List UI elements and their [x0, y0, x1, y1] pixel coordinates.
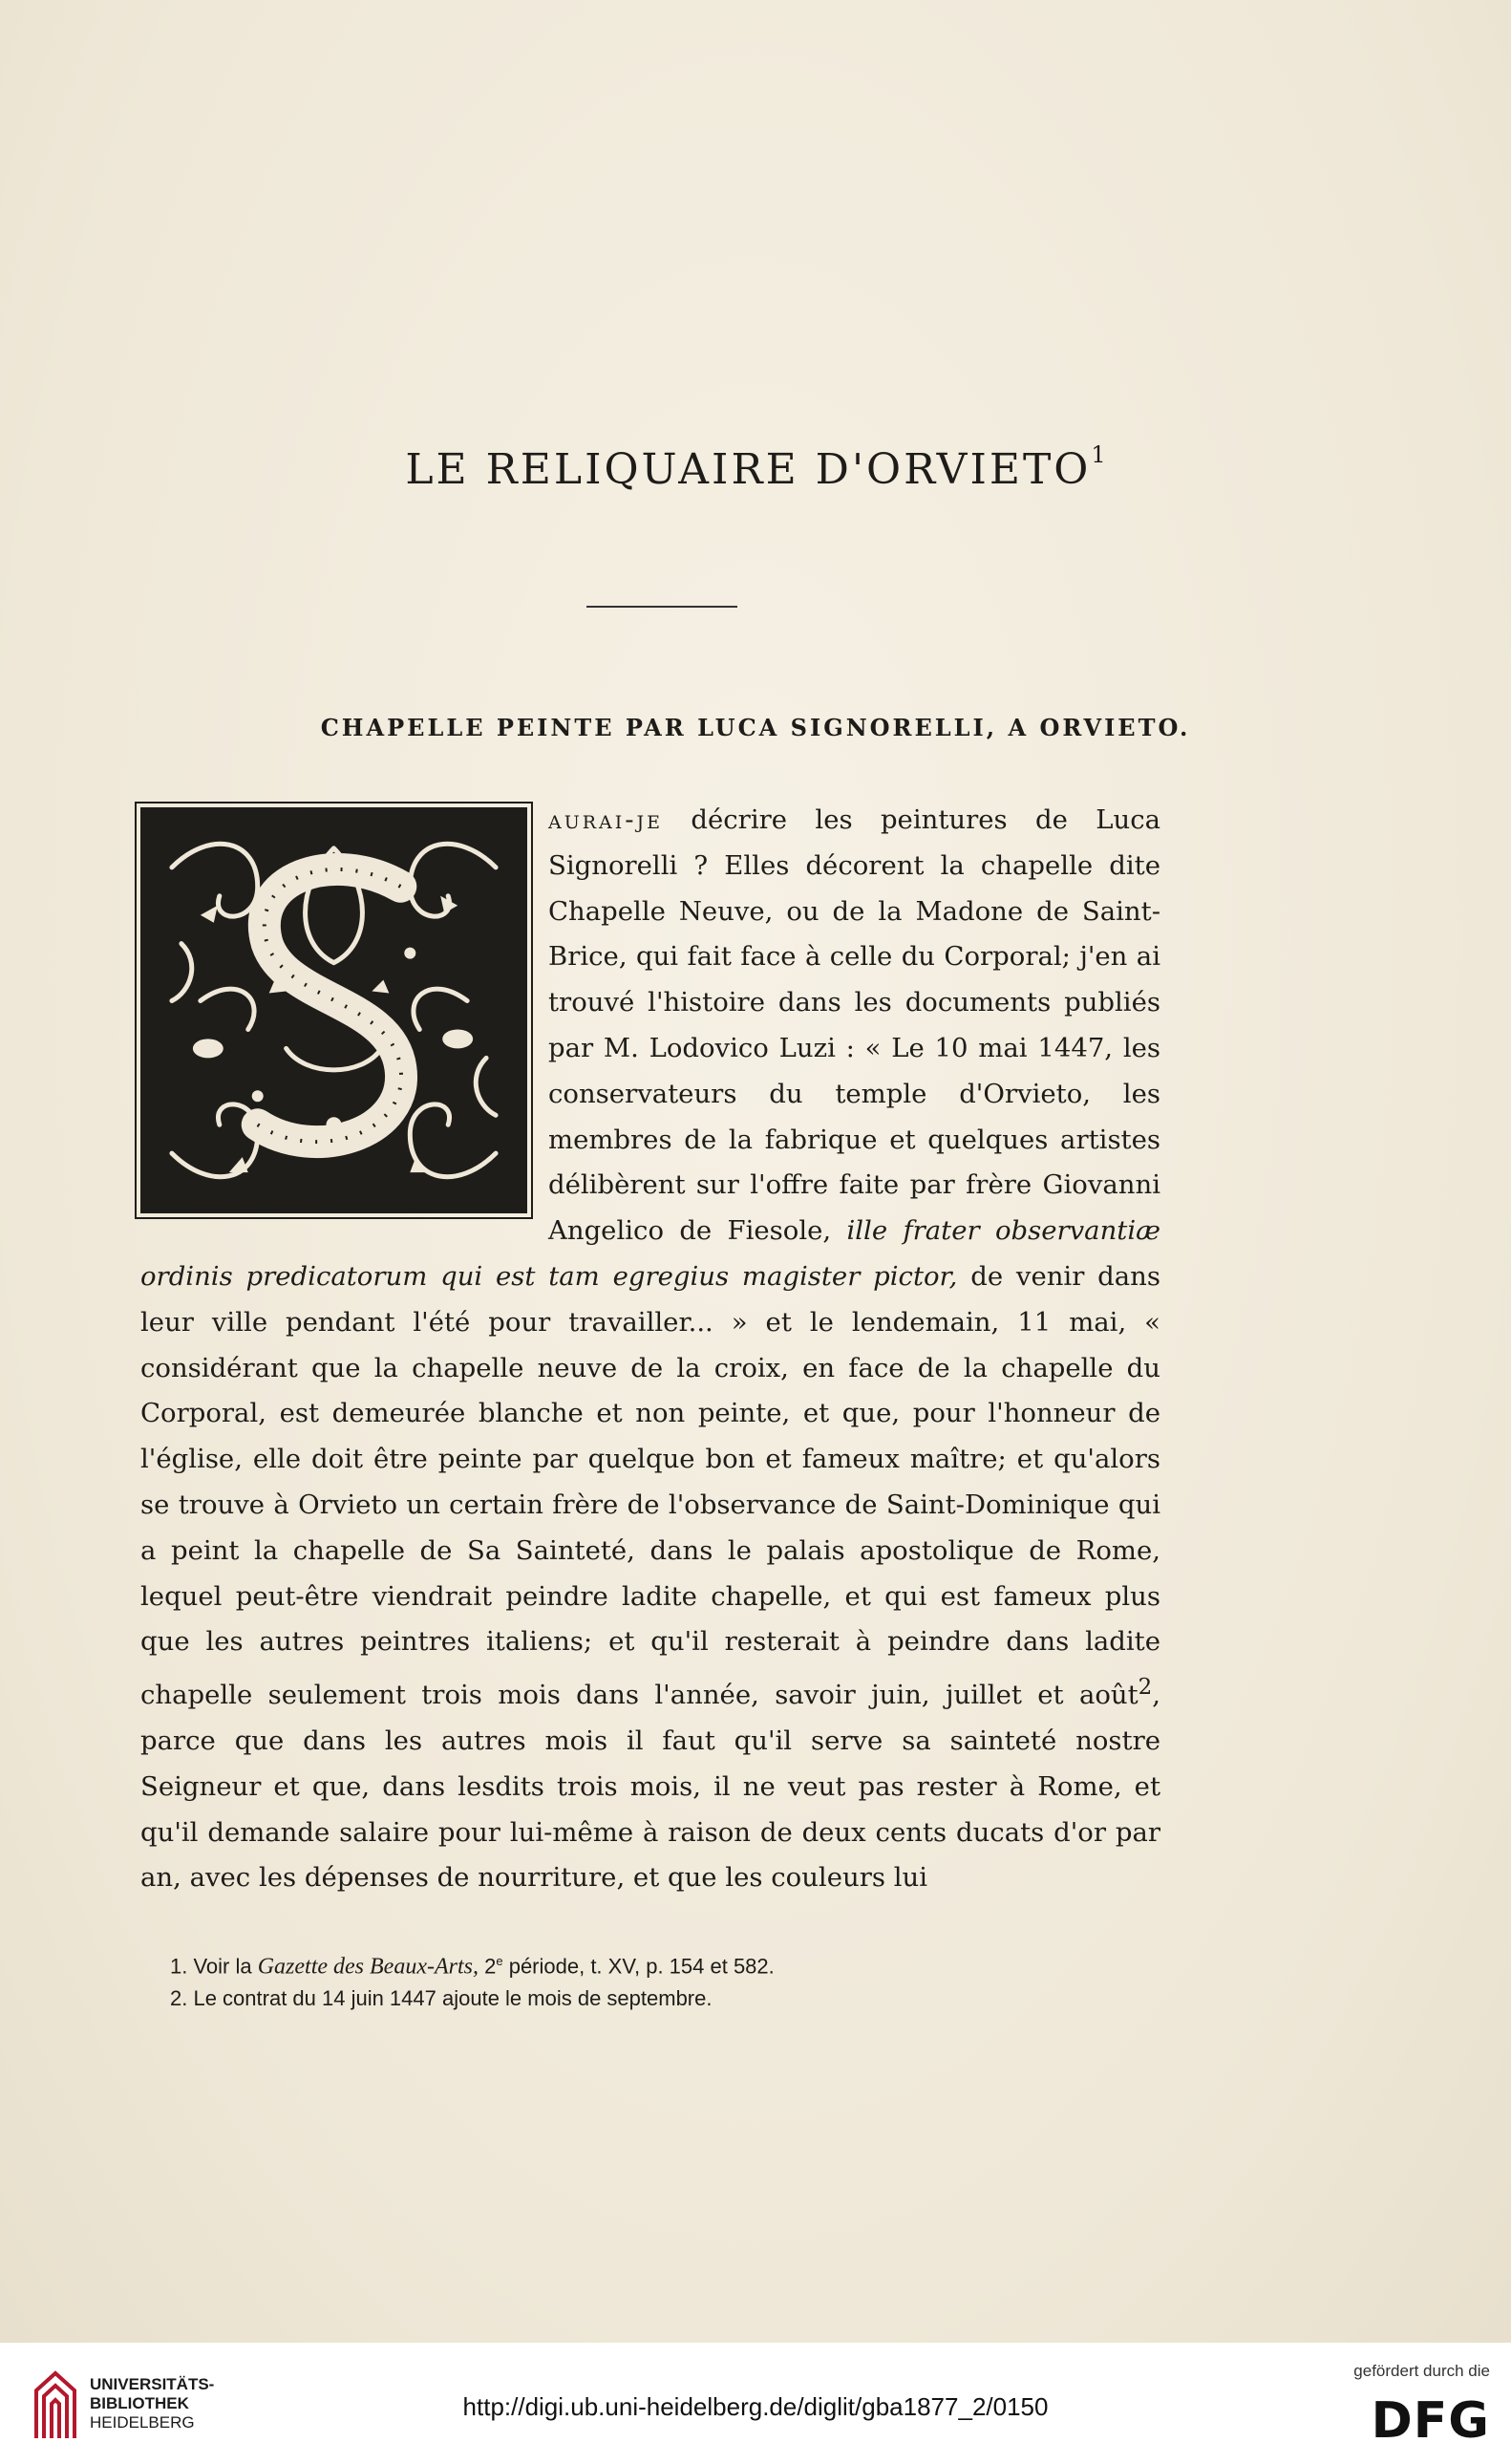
- body-paragraph: aurai-je décrire les peintures de Luca Signorelli ? Elles décorent la chapelle dite Chapelle Neuve, ou de la Madone de Saint-Brice, qui fait face à celle du Corporal; j'en ai trouvé l'histoire dans les documents publiés par M. Lodovico Luzi : « Le 10 mai 1447, les conservateurs du temple d'Orvieto, les membres de la fabrique et quelques artistes délibèrent sur l'offre faite par frère Giovanni Angelico de Fiesole, ille frater observantiæ ordinis predicatorum qui est tam egregius magister pictor, de venir dans leur ville pendant l'été pour travailler... » et le lendemain, 11 mai, « considérant que la chapelle neuve de la croix, en face de la chapelle du Corporal, est demeurée blanche et non peinte, et que, pour l'honneur de l'église, elle doit être peinte par quelque bon et fameux maître; et qu'alors se trouve à Orvieto un certain frère de l'observance de Saint-Dominique qui a peint la chapelle de Sa Sainteté, dans le palais apostolique de Rome, lequel peut-être viendrait peindre ladite chapelle, et qui est fameux plus que les autres peintres italiens; et qu'il resterait à peindre dans ladite chapelle seulement trois mois dans l'année, savoir juin, juillet et août$^2$, parce que dans les autres mois il faut qu'il serve sa sainteté nostre Seigneur et que, dans lesdits trois mois, il ne veut pas rester à Rome, et qu'il demande salaire pour lui-même à raison de deux cents ducats d'or par an, avec les dépenses de nourriture, et que les couleurs lui: [140, 804, 1160, 1894]
- library-name: UNIVERSITÄTS- BIBLIOTHEK HEIDELBERG: [90, 2375, 215, 2432]
- dfg-logo: DFG: [1371, 2392, 1490, 2450]
- title-divider: [586, 606, 737, 608]
- footnote-2: 2. Le contrat du 14 juin 1447 ajoute le mois de septembre.: [170, 1986, 713, 2011]
- run-in-words: aurai-je: [548, 804, 664, 835]
- latin-quote: ille frater observantiæ ordinis predicatorum qui est tam egregius magister pictor,: [140, 1215, 1160, 1292]
- footnotes: [170, 1945, 1125, 2015]
- footnote-1: 1. Voir la Gazette des Beaux-Arts, 2e période, t. XV, p. 154 et 582.: [170, 1954, 775, 1980]
- section-subtitle: CHAPELLE PEINTE PAR LUCA SIGNORELLI, A ORVIETO.: [320, 714, 1191, 741]
- sponsor-label: gefördert durch die: [1353, 2362, 1490, 2380]
- ornamental-letter-icon: [140, 807, 527, 1213]
- digitization-footer: [0, 2343, 1511, 2464]
- title-footnote-marker: 1: [1091, 441, 1106, 468]
- permalink-url[interactable]: http://digi.ub.uni-heidelberg.de/diglit/gba1877_2/0150: [462, 2392, 1049, 2421]
- footnote-marker-2: 2: [1138, 1675, 1153, 1701]
- article-title: LE RELIQUAIRE D'ORVIETO$^1$: [405, 441, 1106, 494]
